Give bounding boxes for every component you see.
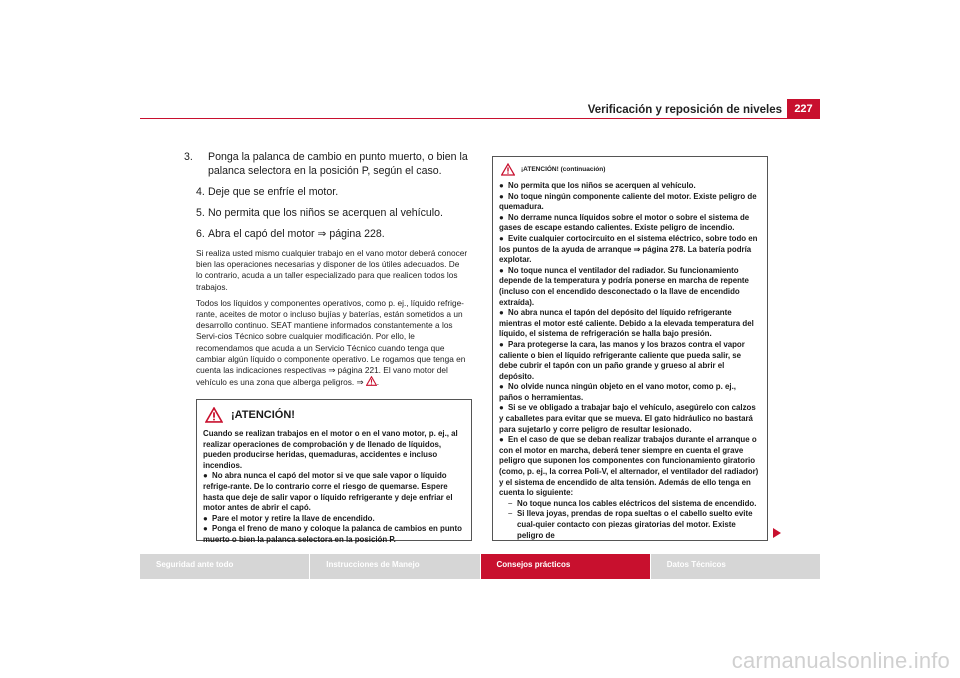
page-number: 227	[787, 99, 820, 118]
header-divider	[140, 118, 820, 119]
warning-intro: Cuando se realizan trabajos en el motor o en el vano motor, p. ej., al realizar operaciones de comprobación y de llenado de líquidos, pueden producirse heridas, quemaduras, accidentes e incluso incendios.	[203, 429, 458, 470]
warning-box-continued	[492, 156, 768, 541]
warning-bullet: ● Ponga el freno de mano y coloque la palanca de cambios en punto muerto o bien la palanca selectora en la posición P.	[203, 524, 462, 544]
intro-paragraph: Si realiza usted mismo cualquier trabajo en el vano motor deberá conocer bien las operaciones necesarias y disponer de los útiles adecuados. De lo contrario, acuda a un taller especializado para que realicen todos los trabajos.	[196, 248, 468, 292]
footer-nav	[140, 554, 820, 579]
tab-instrucciones[interactable]: Instrucciones de Manejo	[310, 554, 479, 579]
warning-box	[196, 399, 472, 544]
step-item: 4. Deje que se enfríe el motor.	[196, 186, 339, 198]
left-column	[184, 150, 468, 393]
steps-list	[184, 150, 468, 241]
warning-header	[499, 161, 761, 177]
tab-consejos[interactable]: Consejos prácticos	[481, 554, 650, 579]
warning-bullet: ● No toque nunca el ventilador del radiador. Su funcionamiento depende de la temperatura y podría ponerse en marcha de repente (incluso con el encendido desconectado o la llave de encendido extraída).	[499, 265, 749, 307]
warning-bullet: ● Evite cualquier cortocircuito en el sistema eléctrico, sobre todo en los puntos de la ayuda de arranque ⇒ página 278. La batería podría explotar.	[499, 233, 758, 265]
step-item: 5. No permita que los niños se acerquen al vehículo.	[196, 207, 443, 219]
step-item: 3. Ponga la palanca de cambio en punto muerto, o bien la palanca selectora en la posición P, según el caso.	[184, 151, 468, 177]
continue-arrow-icon	[773, 528, 781, 538]
warning-bullet: ● No derrame nunca líquidos sobre el motor o sobre el sistema de gases de escape estando calientes. Existe peligro de incendio.	[499, 212, 750, 233]
warning-bullet: ● No toque ningún componente caliente del motor. Existe peligro de quemadura.	[499, 191, 757, 212]
warning-bullet: ● No permita que los niños se acerquen al vehículo.	[499, 181, 696, 190]
warning-title: ¡ATENCIÓN! (continuación)	[521, 165, 606, 173]
tab-seguridad[interactable]: Seguridad ante todo	[140, 554, 309, 579]
warning-bullet: ● Si se ve obligado a trabajar bajo el vehículo, asegúrelo con calzos y caballetes para evitar que se mueva. El gato hidráulico no bastará para sujetarlo y corre peligro de resultar lesionado.	[499, 403, 756, 434]
warning-bullet: ● Pare el motor y retire la llave de encendido.	[203, 513, 375, 523]
warning-bullet: ● No abra nunca el tapón del depósito del líquido refrigerante mientras el motor esté caliente. Debido a la elevada temperatura del líquido, el sistema de refrigeración se halla bajo presión.	[499, 308, 754, 339]
warning-bullet: ● En el caso de que se deban realizar trabajos durante el arranque o con el motor en marcha, deberá tener siempre en cuenta el grave peligro que suponen los componentes con funcionamiento giratorio (como, p. ej., la correa Poli-V, el alternador, el ventilador del radiador) y el sistema de encendido de alta tensión. Además de ello tenga en cuenta lo siguiente:	[499, 435, 759, 498]
warning-bullet: ● Para protegerse la cara, las manos y los brazos contra el vapor caliente o bien el líquido refrigerante caliente que pueda salir, se debe cubrir el tapón con un paño grande y grueso al abrir el depósito.	[499, 339, 745, 381]
page-header-title: Verificación y reposición de niveles	[587, 104, 782, 116]
step-item: 6. Abra el capó del motor ⇒ página 228.	[196, 228, 385, 240]
fluids-paragraph: Todos los líquidos y componentes operativos, como p. ej., líquido refrige-rante, aceites de motor o incluso bujías y baterías, están sometidos a un desarrollo continuo. SEAT mantiene informados constantemente a los Servi-cios Técnico sobre cualquier modificación. Por ello, le recomendamos que acuda a un Servicio Técnico cuando tenga que cambiar algún líquido o componente operativo. Le rogamos que tenga en cuenta las indicaciones respectivas ⇒ página 221. El vano motor del vehículo es una zona que alberga peligros. ⇒ .	[196, 297, 466, 388]
warning-subitem: – No toque nunca los cables eléctricos del sistema de encendido.	[508, 498, 757, 508]
tab-datos[interactable]: Datos Técnicos	[651, 554, 820, 579]
warning-triangle-icon	[366, 376, 377, 386]
warning-subitem: – Si lleva joyas, prendas de ropa sueltas o el cabello suelto evite cual-quier contacto con piezas giratorias del motor. Existe peligro de	[508, 509, 753, 540]
warning-triangle-icon	[501, 163, 515, 176]
warning-title: ¡ATENCIÓN!	[231, 409, 295, 421]
watermark: carmanualsonline.info	[731, 648, 950, 673]
warning-triangle-icon	[205, 407, 223, 423]
warning-bullet: ● No olvide nunca ningún objeto en el vano motor, como p. ej., paños o herramientas.	[499, 382, 736, 402]
warning-bullet: ● No abra nunca el capó del motor si ve que sale vapor o líquido refrige-rante. De lo contrario corre el riesgo de quemarse. Espere hasta que deje de salir vapor o líquido refrigerante y deje enfriar el motor antes de abrir el capó.	[203, 471, 453, 513]
warning-header	[203, 405, 465, 425]
